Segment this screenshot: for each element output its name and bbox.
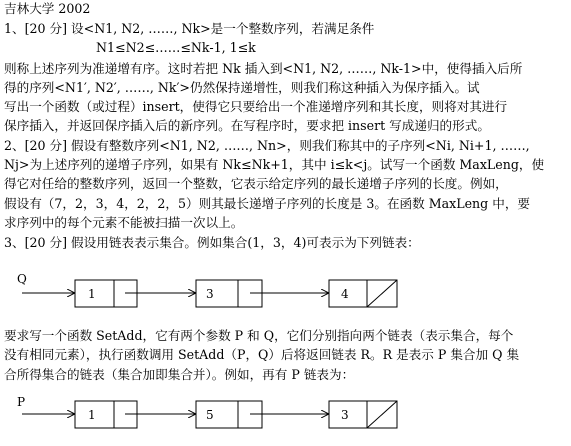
q3-para-2: 没有相同元素），执行函数调用 SetAdd（P，Q）后将返回链表 R。R 是表示 P 集合加 Q 集 [4,347,520,362]
q2-line-3: 得它对任给的整数序列，返回一个整数，它表示给定序列的最长递增子序列的长度。例如， [4,176,508,191]
q1-line-6: 保序插入，并返回保序插入后的新序列。在写程序时，要求把 insert 写成递归的形式。 [4,118,490,133]
node-value: 5 [206,408,214,422]
q1-line-3: 则称上述序列为准递增有序。这时若把 Nk 插入到<N1, N2, ……, Nk-1>中，使得插入后所 [4,61,523,76]
list-q-label: Q [17,272,27,286]
q2-line-1: 2、[20 分] 假设有整数序列<N1, N2, ……, Nn>，则我们称其中的子序列<Ni, Ni+1, ……, [4,138,530,153]
node-value: 3 [341,408,349,422]
q1-line-5: 写出一个函数（或过程）insert，使得它只要给出一个准递增序列和其长度，则将对其进行 [4,99,508,114]
list-p-node-3 [329,401,397,428]
list-p-label: P [17,395,26,409]
q1-condition: N1≤N2≤……≤Nk-1, 1≤k [96,40,256,55]
q1-line-1: 1、[20 分] 设<N1, N2, ……, Nk>是一个整数序列，若满足条件 [4,21,375,36]
q2-line-2: Nj>为上述序列的递增子序列，如果有 Nk≤Nk+1，其中 i≤k<j。试写一个函数 MaxLeng，使 [4,157,545,172]
q3-line-1: 3、[20 分] 假设用链表表示集合。例如集合(1，3，4)可表示为下列链表： [4,235,420,250]
node-value: 3 [206,287,214,301]
q2-line-5: 求序列中的每个元素不能被扫描一次以上。 [4,215,244,230]
list-q-node-3 [329,280,397,307]
document-title: 吉林大学 2002 [4,1,91,16]
node-value: 4 [341,287,349,301]
q3-para-3: 合所得集合的链表（集合加即集合并）。例如，再有 P 链表为： [4,367,355,382]
q3-para-1: 要求写一个函数 SetAdd，它有两个参数 P 和 Q，它们分别指向两个链表（表示集合，每个 [4,328,514,343]
node-value: 1 [88,287,96,301]
q2-line-4: 假设有（7，2，3，4，2，2，5）则其最长递增子序列的长度是 3。在函数 MaxLeng 中，要 [4,196,531,211]
q1-line-4: 得的序列<N1′, N2′, ……, Nk′>仍然保持递增性，则我们称这种插入为保序插入。试 [4,80,480,95]
node-value: 1 [88,408,96,422]
